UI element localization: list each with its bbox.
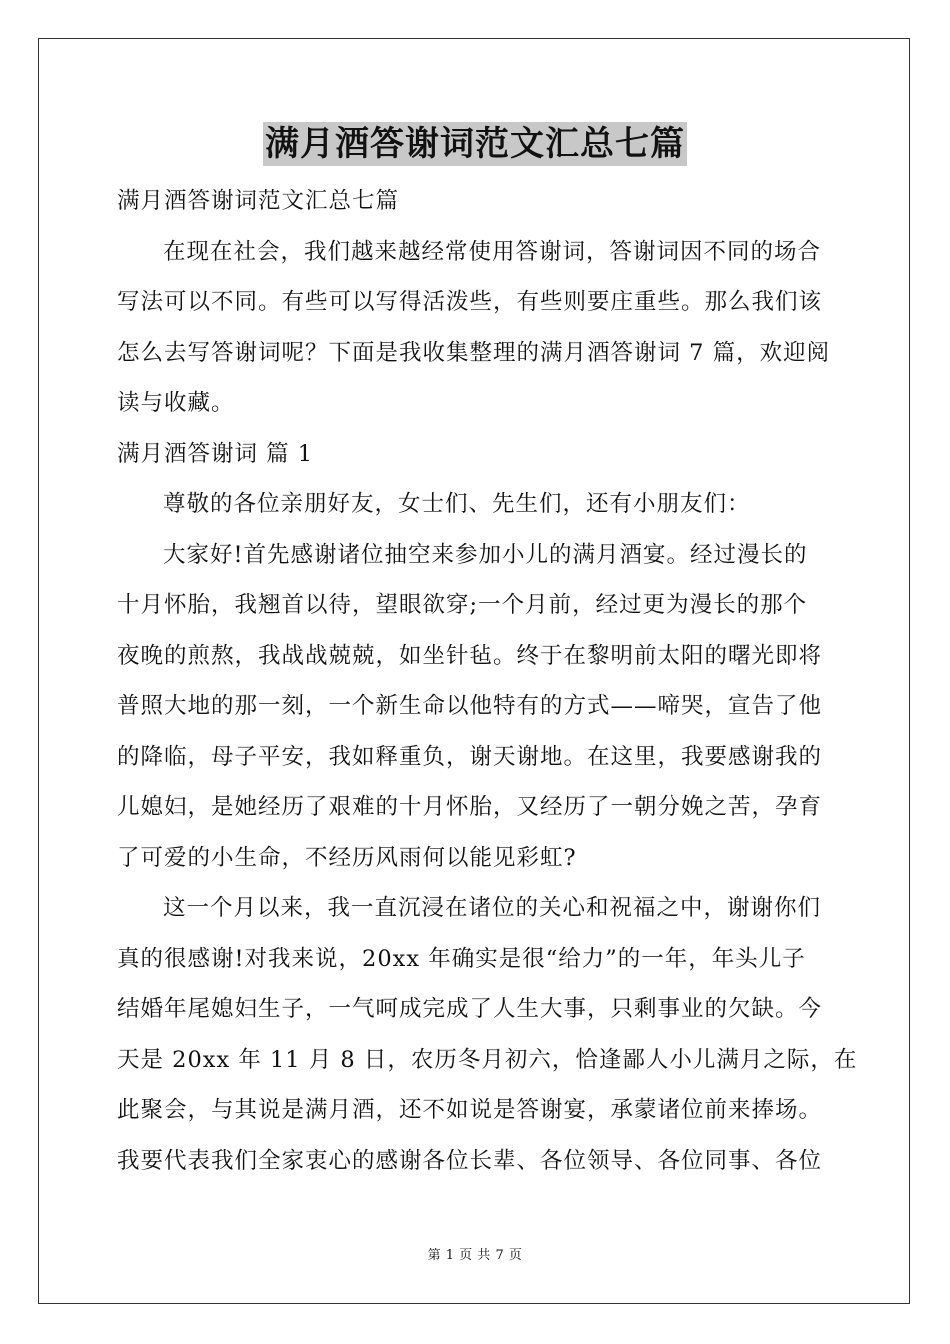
paragraph-line: 尊敬的各位亲朋好友，女士们、先生们，还有小朋友们： (163, 491, 751, 517)
paragraph-line: 在现在社会，我们越来越经常使用答谢词，答谢词因不同的场合 (163, 238, 822, 265)
document-body (117, 176, 858, 1186)
paragraph-line: 天是 20xx 年 11 月 8 日，农历冬月初六，恰逢鄙人小儿满月之际，在 (117, 1046, 858, 1073)
paragraph-line: 怎么去写答谢词呢？下面是我收集整理的满月酒答谢词 7 篇，欢迎阅 (117, 339, 831, 366)
subtitle-line: 满月酒答谢词范文汇总七篇 (117, 188, 400, 214)
document-title: 满月酒答谢词范文汇总七篇 (265, 124, 685, 164)
paragraph-line: 普照大地的那一刻，一个新生命以他特有的方式——啼哭，宣告了他 (117, 693, 823, 719)
paragraph-line: 写法可以不同。有些可以写得活泼些，有些则要庄重些。那么我们该 (117, 289, 823, 315)
paragraph-line: 我要代表我们全家衷心的感谢各位长辈、各位领导、各位同事、各位 (117, 1147, 823, 1174)
title-container (0, 122, 950, 166)
page-footer: 第 1 页 共 7 页 (427, 1248, 523, 1263)
paragraph-line: 真的很感谢!对我来说，20xx 年确实是很“给力”的一年，年头儿子 (117, 945, 806, 972)
paragraph-line: 的降临，母子平安，我如释重负，谢天谢地。在这里，我要感谢我的 (117, 743, 823, 770)
paragraph-line: 儿媳妇，是她经历了艰难的十月怀胎，又经历了一朝分娩之苦，孕育 (117, 794, 823, 820)
paragraph-line: 十月怀胎，我翘首以待，望眼欲穿;一个月前，经过更为漫长的那个 (117, 592, 808, 618)
paragraph-line: 了可爱的小生命，不经历风雨何以能见彩虹? (117, 844, 577, 871)
paragraph-line: 结婚年尾媳妇生子，一气呵成完成了人生大事，只剩事业的欠缺。今 (117, 996, 823, 1022)
paragraph-line: 夜晚的煎熬，我战战兢兢，如坐针毡。终于在黎明前太阳的曙光即将 (117, 642, 823, 669)
paragraph-line: 这一个月以来，我一直沉浸在诸位的关心和祝福之中，谢谢你们 (163, 895, 822, 921)
paragraph-line: 大家好!首先感谢诸位抽空来参加小儿的满月酒宴。经过漫长的 (163, 541, 808, 568)
section-heading: 满月酒答谢词 篇 1 (117, 440, 314, 467)
paragraph-line: 此聚会，与其说是满月酒，还不如说是答谢宴，承蒙诸位前来捧场。 (117, 1097, 823, 1123)
paragraph-line: 读与收藏。 (117, 390, 235, 416)
